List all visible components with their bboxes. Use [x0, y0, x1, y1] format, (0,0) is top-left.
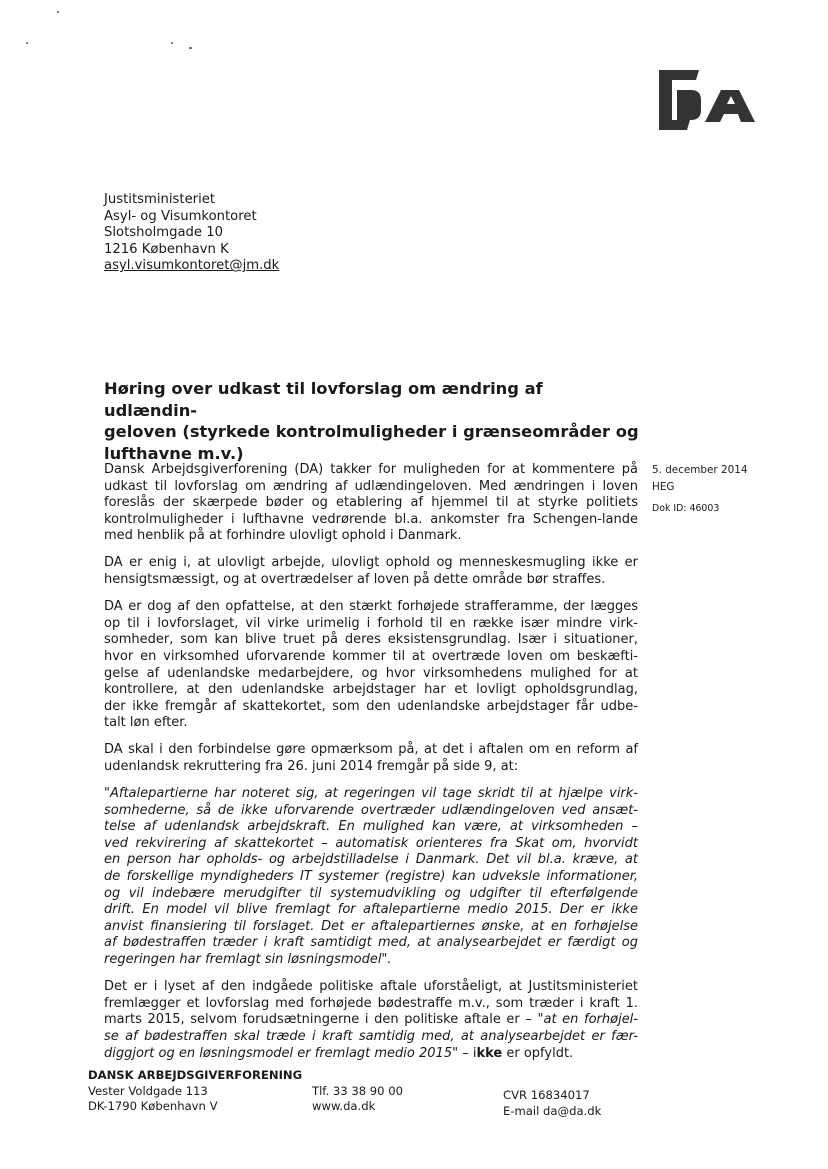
- body-text: foreslås der skærpede bøder og etablering af hjemmel til at styrke politiets: [104, 495, 638, 511]
- letter-footer: [88, 1068, 728, 1118]
- body-text: talt løn efter.: [104, 715, 188, 731]
- paragraph-line: [104, 919, 638, 936]
- scan-speck: [57, 11, 59, 13]
- paragraph-line: [104, 495, 638, 512]
- body-text: marts 2015, selvom forudsætningerne i den politiske aftale er –: [104, 1012, 538, 1028]
- paragraph-line: [104, 1029, 638, 1046]
- paragraph-line: [104, 759, 638, 776]
- quoted-text: "Aftalepartierne har noteret sig, at regeringen vil tage skridt til at hjælpe virk-: [104, 786, 638, 802]
- paragraph-line: [104, 935, 638, 952]
- recipient-line: Justitsministeriet: [104, 192, 216, 207]
- footer-cvr: CVR 16834017: [503, 1088, 590, 1102]
- body-paragraph: [104, 462, 638, 545]
- quoted-text: telse af udenlandsk arbejdskraft. En mulighed kan være, at virksomheden –: [104, 819, 638, 835]
- letter-date: 5. december 2014: [652, 464, 748, 476]
- body-paragraph: [104, 555, 638, 588]
- body-text: somheder, som kan blive truet på deres eksistensgrundlag. Især i situationer,: [104, 632, 638, 648]
- paragraph-line: [104, 512, 638, 529]
- paragraph-line: [104, 699, 638, 716]
- paragraph-line: [104, 462, 638, 479]
- paragraph-line: [104, 1046, 638, 1063]
- paragraph-line: [104, 555, 638, 572]
- paragraph-line: [104, 979, 638, 996]
- body-text: gelse af udenlandske medarbejdere, og hvor virksomhedens mulighed for at: [104, 665, 638, 681]
- body-text: hvor en virksomhed uforvarende kommer til at overtræde loven om beskæfti-: [104, 648, 638, 664]
- paragraph-line: [104, 715, 638, 732]
- title-line: lufthavne m.v.): [104, 443, 244, 463]
- quoted-text: anvist finansiering til forslaget. Det er aftalepartiernes ønske, at en forhøjelse: [104, 918, 638, 934]
- author-initials: HEG: [652, 480, 675, 493]
- body-text: op til i lovforslaget, vil virke urimelig i forhold til en række især mindre virk-: [104, 615, 638, 631]
- paragraph-line: [104, 616, 638, 633]
- body-text: – i: [458, 1045, 477, 1061]
- recipient-line: Asyl- og Visumkontoret: [104, 208, 257, 224]
- recipient-address: [104, 192, 279, 275]
- da-logo: [655, 68, 767, 132]
- paragraph-line: [104, 666, 638, 683]
- paragraph-line: [104, 902, 638, 919]
- body-paragraph: [104, 979, 638, 1062]
- quoted-text: og vil indebære merudgifter til systemudvikling og udgifter til efterfølgende: [104, 885, 638, 901]
- paragraph-line: [104, 742, 638, 759]
- quoted-text: de forskellige myndigheders IT systemer (registre) kan udveksle informationer,: [104, 869, 638, 885]
- body-text: DA er enig i, at ulovligt arbejde, ulovligt ophold og menneskesmugling ikke er: [104, 555, 638, 571]
- body-text: udenlandsk rekruttering fra 26. juni 2014 fremgår på side 9, at:: [104, 759, 519, 774]
- title-line: Høring over udkast til lovforslag om ændring af udlændin-: [104, 379, 543, 420]
- paragraph-line: [104, 599, 638, 616]
- document-id: Dok ID: 46003: [652, 503, 720, 515]
- body-text: kontrollere, at den udenlandske arbejdstager har et lovligt opholdsgrundlag,: [104, 682, 638, 698]
- body-text: er opfyldt.: [502, 1045, 574, 1061]
- quoted-text: "at en forhøjel-: [537, 1012, 638, 1028]
- letter-title: [104, 378, 640, 464]
- quoted-text: ved rekvirering af skattekortet – automatisk orienteres fra Skat om, hvorvidt: [104, 835, 638, 851]
- body-paragraph: [104, 742, 638, 775]
- footer-email-link[interactable]: E-mail da@da.dk: [503, 1103, 602, 1118]
- body-paragraph: [104, 786, 638, 969]
- quoted-text: diggjort og en løsningsmodel er fremlagt medio 2015": [104, 1045, 459, 1061]
- paragraph-line: [104, 786, 638, 803]
- letter-body: [104, 462, 638, 1073]
- paragraph-line: [104, 572, 638, 589]
- quoted-text: somhederne, så de ikke uforvarende overtræder udlændingeloven ved ansæt-: [104, 802, 638, 818]
- paragraph-line: [104, 632, 638, 649]
- footer-website-link[interactable]: www.da.dk: [312, 1099, 376, 1113]
- paragraph-line: [104, 479, 638, 496]
- recipient-line: Slotsholmgade 10: [104, 225, 223, 241]
- emphasis-text: kke: [476, 1045, 503, 1061]
- quoted-text: drift. En model vil blive fremlagt for aftalepartierne medio 2015. Der er ikke: [104, 902, 638, 918]
- paragraph-line: [104, 819, 638, 836]
- body-text: udkast til lovforslag om ændring af udlændingeloven. Med ændringen i loven: [104, 478, 638, 494]
- paragraph-line: [104, 996, 638, 1013]
- scan-speck: [189, 47, 192, 49]
- paragraph-line: [104, 1012, 638, 1029]
- quoted-text: en person har opholds- og arbejdstilladelse i Danmark. Det vil bl.a. kræve, at: [104, 852, 638, 868]
- recipient-email-link[interactable]: asyl.visumkontoret@jm.dk: [104, 258, 280, 274]
- paragraph-line: [104, 836, 638, 853]
- body-text: hensigtsmæssigt, og at overtrædelser af loven på dette område bør straffes.: [104, 572, 606, 588]
- body-text: Det er i lyset af den indgåede politiske aftale uforståeligt, at Justitsministeriet: [104, 979, 638, 995]
- body-paragraph: [104, 599, 638, 732]
- paragraph-line: [104, 952, 638, 969]
- recipient-line: 1216 København K: [104, 241, 229, 257]
- footer-street: Vester Voldgade 113: [88, 1083, 208, 1098]
- title-line: geloven (styrkede kontrolmuligheder i grænseområder og: [104, 422, 639, 441]
- footer-phone: Tlf. 33 38 90 00: [312, 1083, 403, 1098]
- paragraph-line: [104, 803, 638, 820]
- footer-organisation: DANSK ARBEJDSGIVERFORENING: [88, 1068, 303, 1082]
- paragraph-line: [104, 682, 638, 699]
- scan-speck: [171, 42, 173, 44]
- body-text: DA er dog af den opfattelse, at den stærkt forhøjede strafferamme, der lægges: [104, 599, 638, 615]
- paragraph-line: [104, 649, 638, 666]
- paragraph-line: [104, 852, 638, 869]
- quoted-text: af bødestraffen træder i kraft samtidigt med, at analysearbejdet er færdigt og: [104, 935, 638, 951]
- scan-speck: [26, 42, 28, 44]
- body-text: fremlægger et lovforslag med forhøjede bødestraffe m.v., som træder i kraft 1.: [104, 995, 638, 1011]
- footer-city: DK-1790 København V: [88, 1099, 218, 1113]
- quoted-text: se af bødestraffen skal træde i kraft samtidig med, at analysearbejdet er fær-: [104, 1028, 638, 1044]
- body-text: Dansk Arbejdsgiverforening (DA) takker for muligheden for at kommentere på: [104, 462, 638, 477]
- body-text: kontrolmuligheder i lufthavne vedrørende bl.a. ankomster fra Schengen-lande: [104, 511, 638, 527]
- paragraph-line: [104, 886, 638, 903]
- paragraph-line: [104, 869, 638, 886]
- body-text: med henblik på at forhindre ulovligt ophold i Danmark.: [104, 528, 462, 544]
- quoted-text: regeringen har fremlagt sin løsningsmodel".: [104, 952, 392, 968]
- body-text: der ikke fremgår af skattekortet, som den udenlandske arbejdstager får udbe-: [104, 698, 638, 714]
- letter-meta: [652, 462, 747, 518]
- paragraph-line: [104, 528, 638, 545]
- body-text: DA skal i den forbindelse gøre opmærksom på, at det i aftalen om en reform af: [104, 742, 638, 758]
